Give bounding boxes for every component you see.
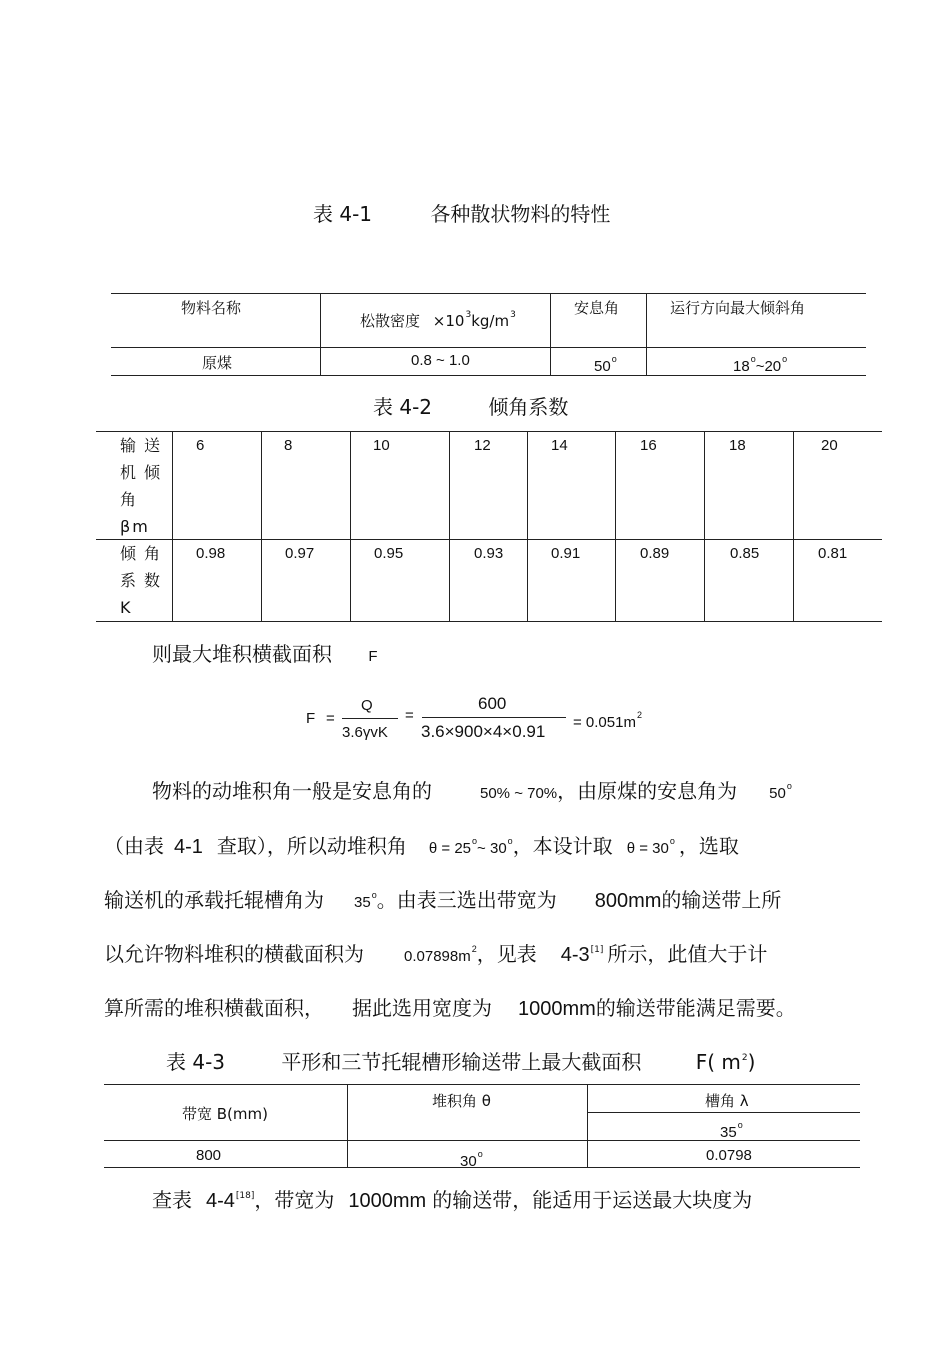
formula-eq1: =	[326, 710, 335, 727]
table2-k-value: 0.81	[818, 545, 848, 562]
table2-caption-number: 表 4-2	[373, 395, 433, 419]
formula-result: = $0.051m^2$	[573, 710, 642, 731]
table2-caption-title: 倾角系数	[488, 395, 569, 419]
table3-header-width: 带宽 B(mm)	[182, 1105, 268, 1123]
table1-cell-density: 0.8 ~ 1.0	[411, 352, 470, 369]
table3-caption	[166, 1046, 755, 1075]
table1-caption	[313, 198, 610, 227]
table1-header-name: 物料名称	[181, 299, 242, 317]
table3-cell-angle: 30$^o$	[460, 1149, 483, 1170]
table1-header-density-label: 松散密度	[360, 312, 421, 330]
table2-k-value: 0.98	[196, 545, 226, 562]
formula-num2: 600	[478, 694, 507, 713]
table1-caption-number: 表 4-1	[313, 202, 373, 226]
para2-line4: 以允许物料堆积的横截面积为 $0.07898m^2$，见表 4-3[1] 所示，此值大于计	[104, 942, 768, 966]
table1-cell-incline: 18$^o$~20$^o$	[733, 354, 788, 375]
formula-frac-line1	[342, 718, 398, 719]
table2-angle-value: 14	[551, 437, 568, 454]
table2-k-value: 0.91	[551, 545, 581, 562]
paragraph-area-intro: 则最大堆积横截面积 F	[152, 642, 378, 666]
table2-angle-value: 6	[196, 437, 205, 454]
table2-angle-value: 20	[821, 437, 838, 454]
table3-header-trough-value: 35$^o$	[720, 1120, 743, 1141]
table2-k-value: 0.89	[640, 545, 670, 562]
formula-den2: 3.6×900×4×0.91	[421, 722, 546, 741]
table1-cell-angle: 50$^o$	[594, 354, 617, 375]
table1-header-density	[360, 310, 516, 331]
table2-caption	[373, 391, 568, 420]
para2-line1: 物料的动堆积角一般是安息角的 50% ~ 70%，由原煤的安息角为 50$^o$	[152, 779, 792, 803]
table2-angle-value: 10	[373, 437, 390, 454]
para2-line2: （由表 4-1 查取），所以动堆积角 $\theta = 25^o\sim$ 30$^o$，本设计取 $\theta = 30^o$ ，选取	[104, 834, 739, 858]
table2-k-value: 0.95	[374, 545, 404, 562]
formula-den1: 3.6γvK	[342, 724, 388, 741]
table2-angle-value: 8	[284, 437, 293, 454]
table3-caption-title: 平形和三节托辊槽形输送带上最大截面积	[281, 1050, 642, 1074]
table3-cell-width: 800	[196, 1147, 222, 1164]
table2-angle-value: 16	[640, 437, 657, 454]
table3-header-trough: 槽角 λ	[705, 1092, 749, 1110]
table2-angle-value: 18	[729, 437, 746, 454]
table3-header-angle: 堆积角 θ	[432, 1092, 491, 1110]
formula-eq2: =	[405, 707, 414, 724]
table3-cell-area: 0.0798	[706, 1147, 752, 1164]
table2-row2-label: 倾角 系数 K	[120, 544, 169, 617]
formula-lhs: F	[306, 710, 316, 727]
table3-caption-unit: F( $m^2$)	[695, 1050, 756, 1074]
table2-k-value: 0.93	[474, 545, 504, 562]
table2-k-value: 0.97	[285, 545, 315, 562]
table1-header-density-unit: $\times 10^3kg/m^3$	[432, 310, 516, 330]
table3-caption-number: 表 4-3	[166, 1050, 226, 1074]
para2-line3: 输送机的承载托辊槽角为 35$^o$。由表三选出带宽为 800mm的输送带上所	[104, 888, 782, 912]
table2-k-value: 0.85	[730, 545, 760, 562]
table2-row1-label: 输送 机倾 角 βm	[120, 436, 169, 536]
table1-header-angle: 安息角	[574, 299, 620, 317]
table1-header-incline: 运行方向最大倾斜角	[670, 299, 806, 317]
table1-cell-name: 原煤	[202, 354, 233, 372]
paragraph-lookup: 查表 4-4[18]，带宽为 1000mm 的输送带，能适用于运送最大块度为	[152, 1188, 753, 1212]
formula-frac-line2	[422, 717, 566, 718]
para2-line5: 算所需的堆积横截面积， 据此选用宽度为 1000mm的输送带能满足需要。	[104, 996, 796, 1020]
table1-caption-title: 各种散状物料的特性	[430, 202, 611, 226]
table2-angle-value: 12	[474, 437, 491, 454]
formula-num1: Q	[361, 697, 373, 714]
